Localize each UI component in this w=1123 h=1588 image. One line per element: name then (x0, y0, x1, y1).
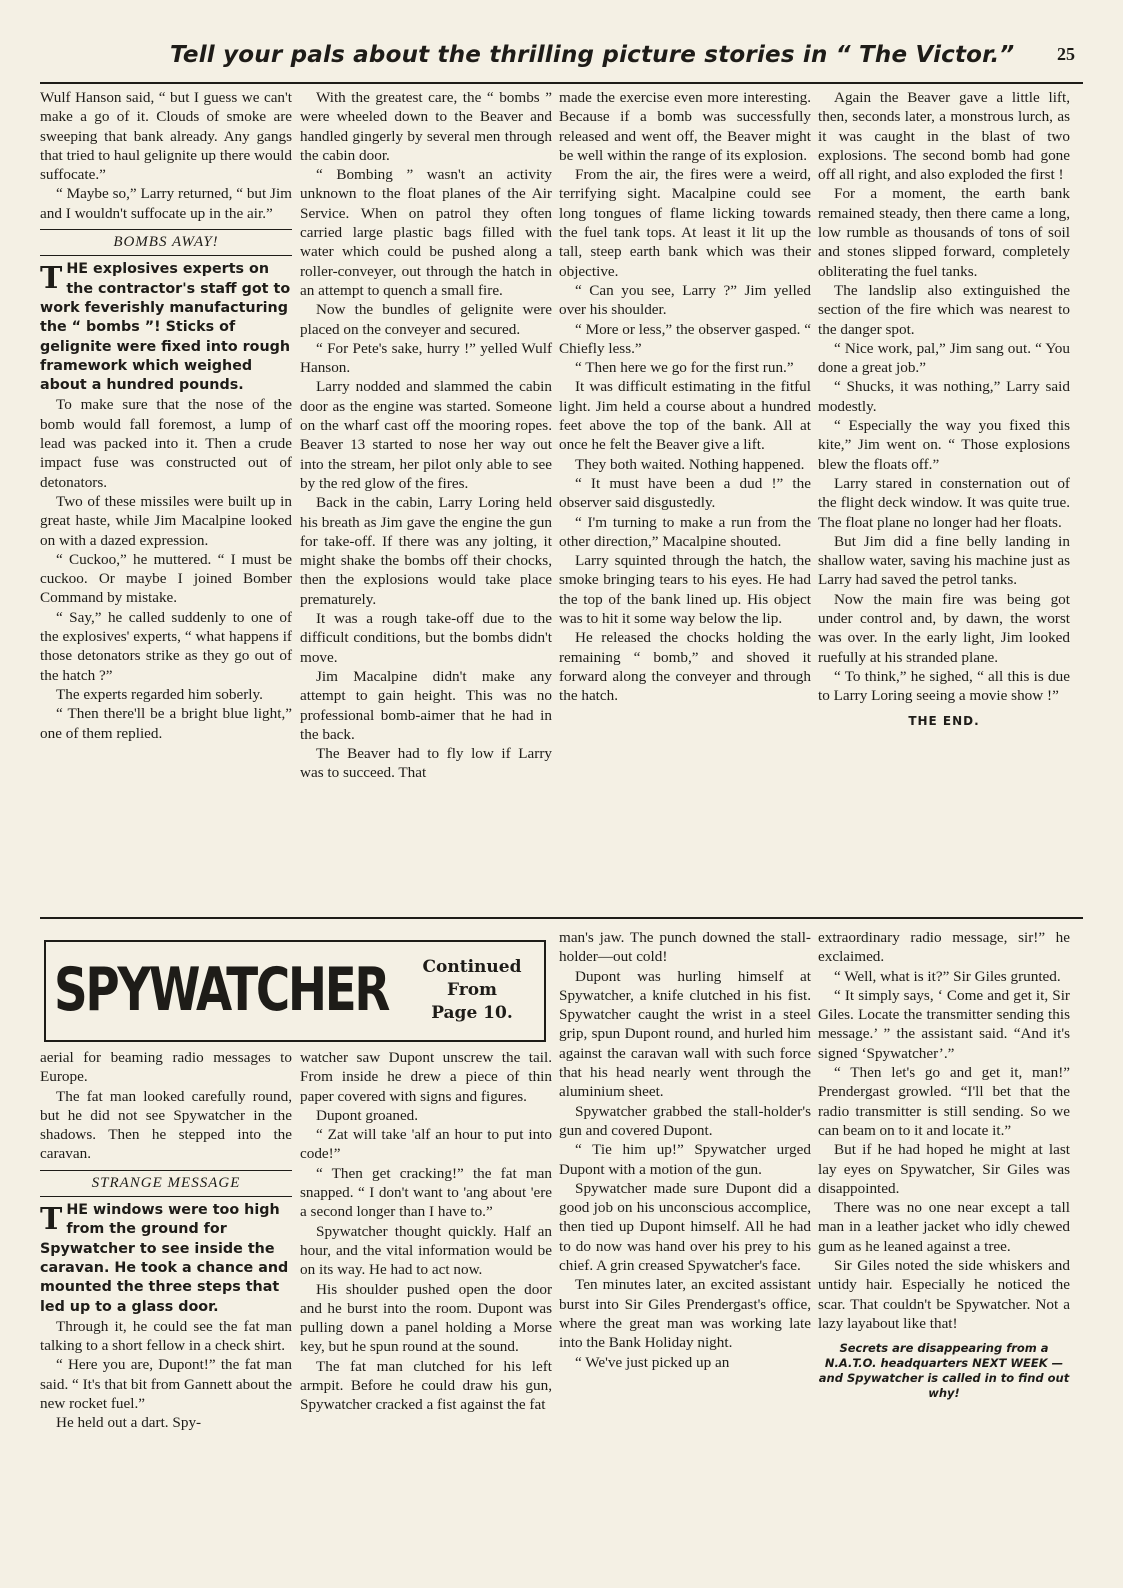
paragraph: Spywatcher grabbed the stall-holder's gun and covered Dupont. (559, 1102, 811, 1139)
paragraph: They both waited. Nothing happened. (575, 455, 805, 473)
paragraph: To make sure that the nose of the bomb would fall foremost, a lump of lead was packed into it. Then a crude impact fuse was constructed out of detonators. (40, 396, 292, 491)
paragraph: Ten minutes later, an excited assistant burst into Sir Giles Prendergast's office, where the great man was working late into the Bank Holiday night. (559, 1276, 811, 1352)
paragraph: “ Cuckoo,” he muttered. “ I must be cuckoo. Or maybe I joined Bomber Command by mistake. (40, 550, 292, 607)
paragraph: For a moment, the earth bank remained steady, then there came a long, low rumble as thousands of tons of soil and stones slipped forward, completely obliterating the fuel tanks. (818, 185, 1070, 280)
paragraph: “ Here you are, Dupont!” the fat man said. “ It's that bit from Gannett about the new rocket fuel.” (40, 1356, 293, 1413)
header-title: Tell your pals about the thrilling picture stories in “ The Victor.” (170, 42, 1015, 68)
banner-title: SPYWATCHER (54, 955, 389, 1025)
drop-cap: T (40, 1202, 63, 1238)
paragraph: Larry squinted through the hatch, the smoke bringing tears to his eyes. He had the top of the bank lined up. His object was to hit it some way below the lip. (559, 552, 811, 628)
paragraph: The experts regarded him soberly. (56, 685, 263, 703)
paragraph: man's jaw. The punch downed the stall-holder—out cold! (559, 929, 811, 966)
paragraph: Dupont was hurling himself at Spywatcher, a knife clutched in his fist. Spywatcher caught the wrist in a steel grip, spun Dupont round, and hurled him against the caravan wall with such force that his head nearly went through the aluminium sheet. (559, 967, 811, 1101)
paragraph: “ Then there'll be a bright blue light,” one of them replied. (40, 705, 292, 742)
paragraph: Wulf Hanson said, “ but I guess we can't make a go of it. Clouds of smoke are sweeping that bank already. Any gangs that tried to haul gelignite up there would suffocate.” (40, 89, 292, 184)
paragraph: The Beaver had to fly low if Larry was to succeed. That (300, 745, 552, 782)
paragraph: “ Can you see, Larry ?” Jim yelled over his shoulder. (559, 281, 811, 319)
story1-column-2 (300, 88, 552, 783)
paragraph: From the air, the fires were a weird, terrifying sight. Macalpine could see long tongues of flame licking towards the fuel tank tops. At least it lit up the tall, steep earth bank which was their objective. (559, 166, 811, 280)
paragraph: Larry stared in consternation out of the flight deck window. It was quite true. The float plane no longer had her floats. (818, 474, 1070, 531)
paragraph: The landslip also extinguished the section of the fire which was nearest to the danger spot. (818, 281, 1070, 338)
paragraph: But if he had hoped he might at last lay eyes on Spywatcher, Sir Giles was disappointed. (818, 1141, 1070, 1197)
paragraph: “ For Pete's sake, hurry !” yelled Wulf Hanson. (300, 339, 552, 377)
paragraph: “ Bombing ” wasn't an activity unknown to the float planes of the Air Service. When on patrol they often carried large plastic bags filled with water which could be pushed along a roller-conveyer, out through the hatch in an attempt to quench a small fire. (300, 166, 552, 299)
paragraph: “ Tie him up!” Spywatcher urged Dupont with a motion of the gun. (559, 1141, 811, 1178)
story-divider (40, 917, 1083, 919)
paragraph: Spywatcher made sure Dupont did a good job on his unconscious accomplice, then tied up Dupont himself. All he had to do now was hand over his prey to his chief. A grin creased Spywatcher's face. (559, 1179, 811, 1275)
paragraph: With the greatest care, the “ bombs ” were wheeled down to the Beaver and handled gingerly by several men through the cabin door. (300, 89, 552, 164)
paragraph: The fat man looked carefully round, but he did not see Spywatcher in the shadows. Then he stepped into the caravan. (40, 1087, 292, 1163)
spywatcher-banner (44, 940, 546, 1042)
paragraph: made the exercise even more interesting. Because if a bomb was successfully released and went off, the Beaver might be well within the range of its explosion. (559, 89, 811, 164)
paragraph: He released the chocks holding the remaining “ bomb,” and shoved it forward along the conveyer and through the hatch. (559, 629, 811, 705)
page-header (40, 40, 1083, 84)
paragraph: “ I'm turning to make a run from the other direction,” Macalpine shouted. (559, 513, 811, 550)
lead-paragraph (40, 260, 292, 395)
paragraph: Larry nodded and slammed the cabin door as the engine was started. Someone on the wharf cast off the mooring ropes. Beaver 13 started to nose her way out into the stream, her pilot only able to see by the red glow of the fires. (300, 378, 552, 492)
paragraph: Dupont groaned. (316, 1106, 419, 1124)
paragraph: “ Zat will take 'alf an hour to put into code!” (300, 1126, 552, 1163)
paragraph: Through it, he could see the fat man talking to a short fellow in a check shirt. (40, 1317, 292, 1355)
paragraph: Back in the cabin, Larry Loring held his breath as Jim gave the engine the gun for take-off. If there was any jolting, it might shake the bombs off their chocks, then the explosions would take place prematurely. (300, 494, 552, 608)
story2-column-4 (818, 928, 1070, 1401)
paragraph: “ We've just picked up an (575, 1353, 730, 1371)
story2-column-3 (559, 928, 811, 1372)
story2-column-2 (300, 1048, 552, 1415)
paragraph: “ To think,” he sighed, “ all this is due to Larry Loring seeing a movie show !” (818, 667, 1070, 705)
paragraph: But Jim did a fine belly landing in shallow water, saving his machine just as Larry had saved the petrol tanks. (818, 532, 1070, 589)
subheading-bombs-away: BOMBS AWAY! (40, 229, 292, 256)
the-end-marker: THE END. (908, 713, 980, 728)
paragraph: Two of these missiles were built up in great haste, while Jim Macalpine looked on with a dazed expression. (40, 492, 292, 549)
story1-column-1 (40, 88, 292, 743)
paragraph: Sir Giles noted the side whiskers and untidy hair. Especially he noticed the scar. That couldn't be Spywatcher. Not a lazy layabout like that! (818, 1257, 1070, 1332)
paragraph: aerial for beaming radio messages to Europe. (40, 1049, 292, 1086)
paragraph: Spywatcher thought quickly. Half an hour, and the vital information would be on its way. He had to act now. (300, 1222, 552, 1279)
continued-label: Continued (422, 957, 522, 977)
paragraph: “ Shucks, it was nothing,” Larry said modestly. (818, 378, 1070, 415)
paragraph: “ Then here we go for the first run.” (575, 359, 794, 377)
paragraph: “ It must have been a dud !” the observer said disgustedly. (559, 474, 811, 512)
paragraph: Jim Macalpine didn't make any attempt to gain height. This was no professional bomb-aimer that he had in the back. (300, 667, 552, 743)
paragraph: The fat man clutched for his left armpit. Before he could draw his gun, Spywatcher cracked a fist against the fat (300, 1357, 552, 1414)
paragraph: Now the bundles of gelignite were placed on the conveyer and secured. (300, 301, 552, 338)
paragraph: “ Then let's go and get it, man!” Prendergast growled. “I'll bet that the radio transmitter is still sending. So we can beam on to it and locate it.” (818, 1064, 1070, 1139)
lead-text: HE windows were too high from the ground for Spywatcher to see inside the caravan. He took a chance and mounted the three steps that led up to a glass door. (40, 1202, 289, 1315)
page-number: 25 (1057, 44, 1075, 64)
paragraph: “ It simply says, ‘ Come and get it, Sir Giles. Locate the transmitter sending this message.’ ” the assistant said. “And it's signed ‘Spywatcher’.” (818, 986, 1070, 1062)
paragraph: “ Especially the way you fixed this kite,” Jim went on. “ Those explosions blew the floats off.” (818, 417, 1070, 473)
paragraph: “ Then get cracking!” the fat man snapped. “ I don't want to 'ang about 'ere a second longer than I have to.” (300, 1164, 552, 1221)
paragraph: “ Well, what is it?” Sir Giles grunted. (834, 967, 1061, 985)
story2-column-1 (40, 1048, 292, 1433)
paragraph: “ More or less,” the observer gasped. “ Chiefly less.” (559, 320, 811, 357)
paragraph: watcher saw Dupont unscrew the tail. From inside he drew a piece of thin paper covered with signs and figures. (300, 1049, 552, 1105)
lead-text: HE explosives experts on the contractor's staff got to work feverishly manufacturing the “ bombs ”! Sticks of gelignite were fixed into rough framework which weighed about a hundred pounds. (40, 261, 291, 394)
story1-column-3 (559, 88, 811, 706)
story1-column-4 (818, 88, 1070, 731)
paragraph: Now the main fire was being got under control and, by dawn, the worst was over. In the early light, Jim looked ruefully at his stranded plane. (818, 590, 1070, 666)
paragraph: “ Nice work, pal,” Jim sang out. “ You done a great job.” (818, 339, 1070, 377)
paragraph: It was a rough take-off due to the difficult conditions, but the bombs didn't move. (300, 610, 552, 666)
paragraph: extraordinary radio message, sir!” he exclaimed. (818, 929, 1070, 966)
paragraph: It was difficult estimating in the fitful light. Jim held a course about a hundred feet above the top of the bank. All at once he felt the Beaver give a lift. (559, 378, 811, 454)
drop-cap: T (40, 261, 63, 297)
from-label: From (446, 980, 498, 1000)
next-week-teaser: Secrets are disappearing from a N.A.T.O. headquarters NEXT WEEK — and Spywatcher is called in to find out why! (818, 1341, 1070, 1401)
lead-paragraph (40, 1201, 292, 1317)
paragraph: Again the Beaver gave a little lift, then, seconds later, a monstrous lurch, as it was caught in the blast of two explosions. The second bomb had gone off all right, and also exploded the first ! (818, 89, 1070, 184)
paragraph: There was no one near except a tall man in a leather jacket who idly chewed gum as he leaned against a tree. (818, 1199, 1070, 1255)
paragraph: “ Say,” he called suddenly to one of the explosives' experts, “ what happens if those detonators strike as they go out of the hatch ?” (40, 608, 292, 684)
paragraph: His shoulder pushed open the door and he burst into the room. Dupont was pulling down a panel holding a Morse key, but he spun round at the sound. (300, 1280, 552, 1356)
paragraph: He held out a dart. Spy- (56, 1414, 202, 1432)
page-ref-label: Page 10. (431, 1003, 513, 1023)
paragraph: “ Maybe so,” Larry returned, “ but Jim and I wouldn't suffocate up in the air.” (40, 185, 292, 222)
subheading-strange-message: STRANGE MESSAGE (40, 1170, 292, 1197)
continued-notice (412, 956, 532, 1025)
